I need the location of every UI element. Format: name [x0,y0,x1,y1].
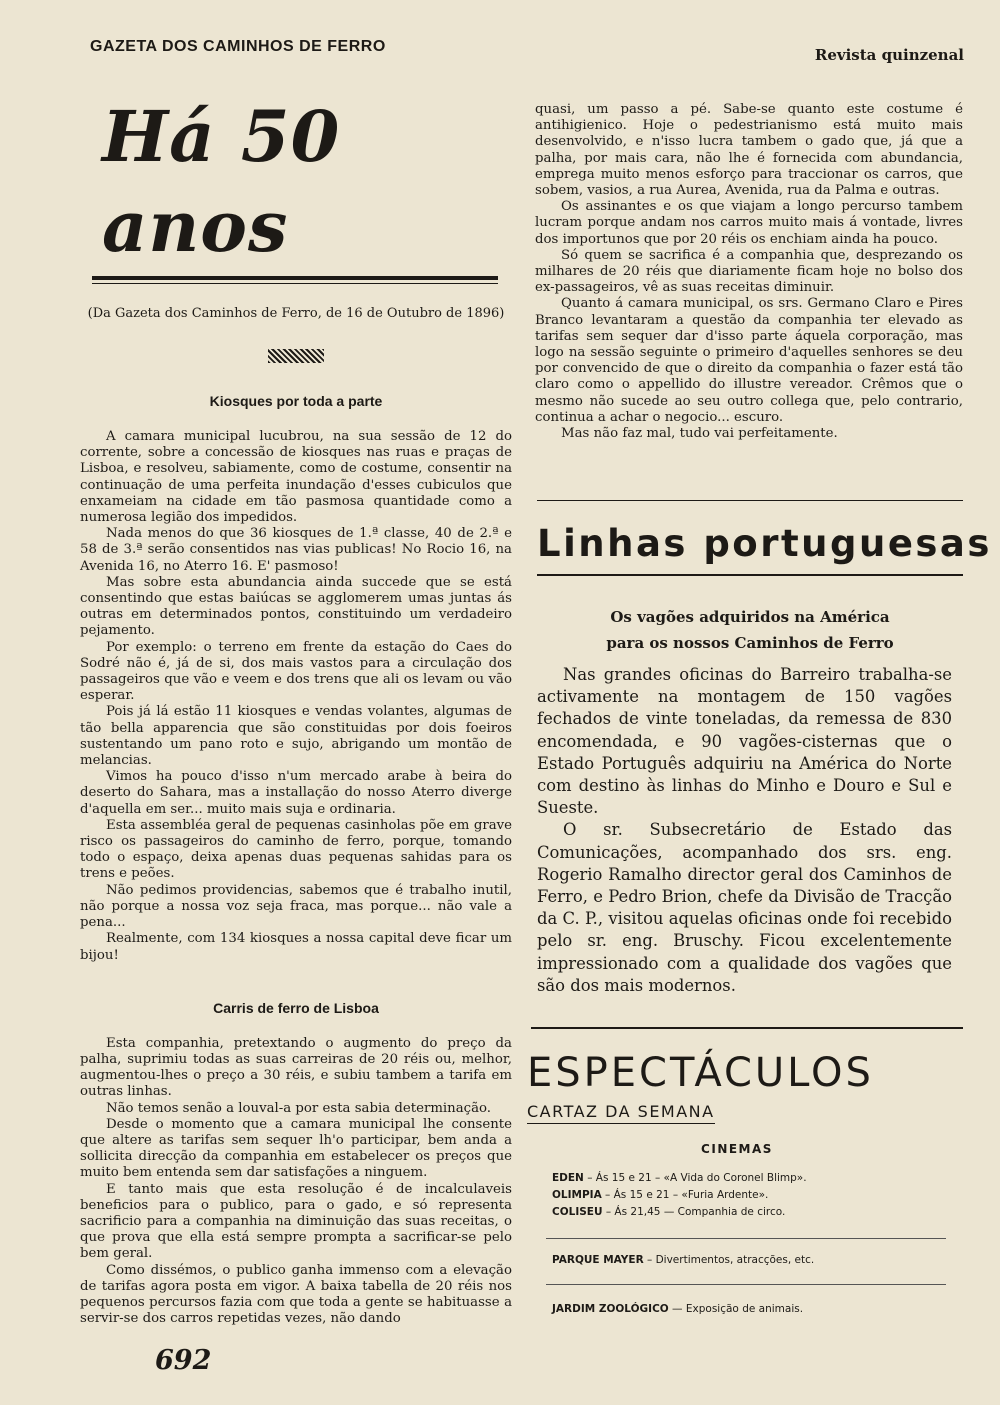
title-rule-thin [92,283,498,284]
paragraph: Realmente, com 134 kiosques a nossa capital deve ficar um bijou! [80,931,512,963]
paragraph: Quanto á camara municipal, os srs. Germano Claro e Pires Branco levantaram a questão da companhia ter elevado as tarifas sem sequer dar d'isso parte áquela corporação, mas logo na sessão seguinte o primeiro d'aquelles senhores se deu por convencido de que o direito da companhia o fazer está tão claro como o appellido do illustre vereador. Crêmos que o mesmo não sucede ao seu outro collega que, pelo contrario, continua a achar o negocio... escuro. [535,296,963,425]
publication-subtitle: Revista quinzenal [814,46,964,64]
linhas-rule [537,574,963,576]
list-item [552,1187,807,1204]
linhas-body [537,664,952,997]
linhas-subtitle-2: para os nossos Caminhos de Ferro [606,634,894,652]
paragraph: Não temos senão a louval-a por esta sabia determinação. [106,1100,492,1116]
cartaz-subtitle: CARTAZ DA SEMANA [527,1102,715,1124]
cinema-name: COLISEU [552,1206,603,1218]
title-rule [92,276,498,280]
paragraph: Esta companhia, pretextando o augmento do preço da palha, suprimiu todas as suas carreiras de 20 réis ou, melhor, augmentou-lhes o preço a 30 réis, e subiu tambem a tarifa em outras linhas. [80,1035,512,1100]
parque-line [552,1254,814,1266]
paragraph: Mas não faz mal, tudo vai perfeitamente. [561,426,838,442]
continuation-column [535,102,963,442]
venue-name: JARDIM ZOOLÓGICO [552,1303,669,1315]
paragraph: Vimos ha pouco d'isso n'um mercado arabe à beira do deserto do Sahara, mas a installação do nosso Aterro diverge d'aquella em ser... muito mais suja e ordinaria. [80,769,512,817]
paragraph: Por exemplo: o terreno em frente da estação do Caes do Sodré não é, já de si, dos mais vastos para a circulação dos passageiros que vão e veem e dos trens que ali os levam ou vão esperar. [80,639,512,704]
venue-info: — Exposição de animais. [668,1303,804,1315]
divider-rule [546,1238,946,1239]
article-title: Há 50 anos [102,95,341,268]
section-title-kiosques: Kiosques por toda a parte [209,393,383,409]
section-carris-body [80,1036,512,1328]
venue-name: PARQUE MAYER [552,1254,644,1266]
paragraph: O sr. Subsecretário de Estado das Comunicações, acompanhado dos srs. eng. Rogerio Ramalho director geral dos Caminhos de Ferro, e Pedro Brion, chefe da Divisão de Tracção da C. P., visitou aquelas oficinas onde foi recebido pelo sr. eng. Bruschy. Ficou excelentemente impressionado com a qualidade dos vagões que são dos mais modernos. [537,820,952,995]
article-source: (Da Gazeta dos Caminhos de Ferro, de 16 de Outubro de 1896) [87,306,505,321]
paragraph: Nas grandes oficinas do Barreiro trabalha-se activamente na montagem de 150 vagões fechados de vinte toneladas, da remessa de 830 encomendada, e 90 vagões-cisternas que o Estado Português adquiriu na América do Norte com destino às linhas do Minho e Douro e Sul e Sueste. [537,665,952,818]
paragraph: quasi, um passo a pé. Sabe-se quanto este costume é antihigienico. Hoje o pedestrianismo está muito mais desenvolvido, e n'isso lucra tambem o gado que, já que a palha, por mais cara, não lhe é fornecida com abundancia, emprega muito menos esforço para traccionar os carros, que sobem, vasios, a rua Aurea, Avenida, rua da Palma e outras. [535,102,963,199]
section-title-carris: Carris de ferro de Lisboa [213,999,379,1016]
linhas-title: Linhas portuguesas [537,522,992,565]
cinema-name: OLIMPIA [552,1189,602,1201]
jardim-line [552,1303,803,1315]
venue-info: – Divertimentos, atracções, etc. [643,1254,815,1266]
paragraph: Pois já lá estão 11 kiosques e vendas volantes, algumas de tão bella apparencia que são constituidas por dois foeiros sustentando um pano roto e sujo, abrigando um montão de melancias. [80,704,512,769]
paragraph: Os assinantes e os que viajam a longo percurso tambem lucram porque andam nos carros muito mais á vontade, livres dos importunos que por 20 réis os enchiam ainda ha pouco. [535,199,963,247]
list-item [552,1204,807,1221]
cinema-info: – Ás 15 e 21 – «A Vida do Coronel Blimp». [583,1172,807,1184]
paragraph: Só quem se sacrifica é a companhia que, desprezando os milhares de 20 réis que diariamente ficam hoje no bolso dos ex-passageiros, vê as suas receitas diminuir. [535,247,963,296]
left-column [80,80,512,1327]
paragraph: Desde o momento que a camara municipal lhe consente que altere as tarifas sem sequer lh'o participar, bem anda a sollicita direcção da companhia em estabelecer os preços que muito bem entenda sem dar satisfações a ninguem. [80,1116,512,1181]
paragraph: Como dissémos, o publico ganha immenso com a elevação de tarifas agora posta em vigor. A baixa tabella de 20 réis nos pequenos percursos fazia com que toda a gente se habituasse a servir-se dos carros repetidas vezes, não dando [80,1262,512,1327]
paragraph: Mas sobre esta abundancia ainda succede que se está consentindo que estas baiúcas se agglomerem umas juntas ás outras em determinados pontos, constituindo um verdadeiro pejamento. [80,574,512,639]
section-kiosques-body [80,429,512,964]
publication-title: GAZETA DOS CAMINHOS DE FERRO [90,38,386,55]
cinema-info: – Ás 21,45 — Companhia de circo. [602,1206,786,1218]
page-number: 692 [155,1345,212,1376]
cinema-list [552,1170,807,1221]
cinema-name: EDEN [552,1172,584,1184]
paragraph: Esta assembléa geral de pequenas casinholas põe em grave risco os passageiros do caminho de ferro, porque, tomando todo o espaço, deixa apenas duas pequenas sahidas para os trens e peões. [80,817,512,882]
list-item [552,1170,807,1187]
paragraph: Não pedimos providencias, sabemos que é trabalho inutil, não porque a nossa voz seja fraca, mas porque... não vale a pena... [80,882,512,931]
divider-rule [537,500,963,501]
paragraph: A camara municipal lucubrou, na sua sessão de 12 do corrente, sobre a concessão de kiosques nas ruas e praças de Lisboa, e resolveu, sabiamente, como de costume, consentir na continuação de uma perfeita inundação d'esses cubiculos que enxameiam na cidade em tão pasmosa quantidade como a numerosa legião dos impedidos. [80,429,512,526]
paragraph: E tanto mais que esta resolução é de incalculaveis beneficios para o publico, para o gado, e só representa sacrificio para a companhia na diminuição das suas receitas, o que prova que ella está sempre prompta a sacrificar-se pelo bem geral. [80,1181,512,1262]
divider-rule [531,1027,963,1029]
espectaculos-title: ESPECTÁCULOS [527,1050,874,1096]
cinema-info: – Ás 15 e 21 – «Furia Ardente». [601,1189,769,1201]
paragraph: Nada menos do que 36 kiosques de 1.ª classe, 40 de 2.ª e 58 de 3.ª serão consentidos nas vias publicas! No Rocio 16, na Avenida 16, no Aterro 16. E' pasmoso! [80,526,512,574]
cinemas-heading: CINEMAS [701,1142,773,1156]
linhas-subtitle-1: Os vagões adquiridos na América [610,608,890,626]
ornament-divider [268,349,324,363]
divider-rule [546,1284,946,1285]
